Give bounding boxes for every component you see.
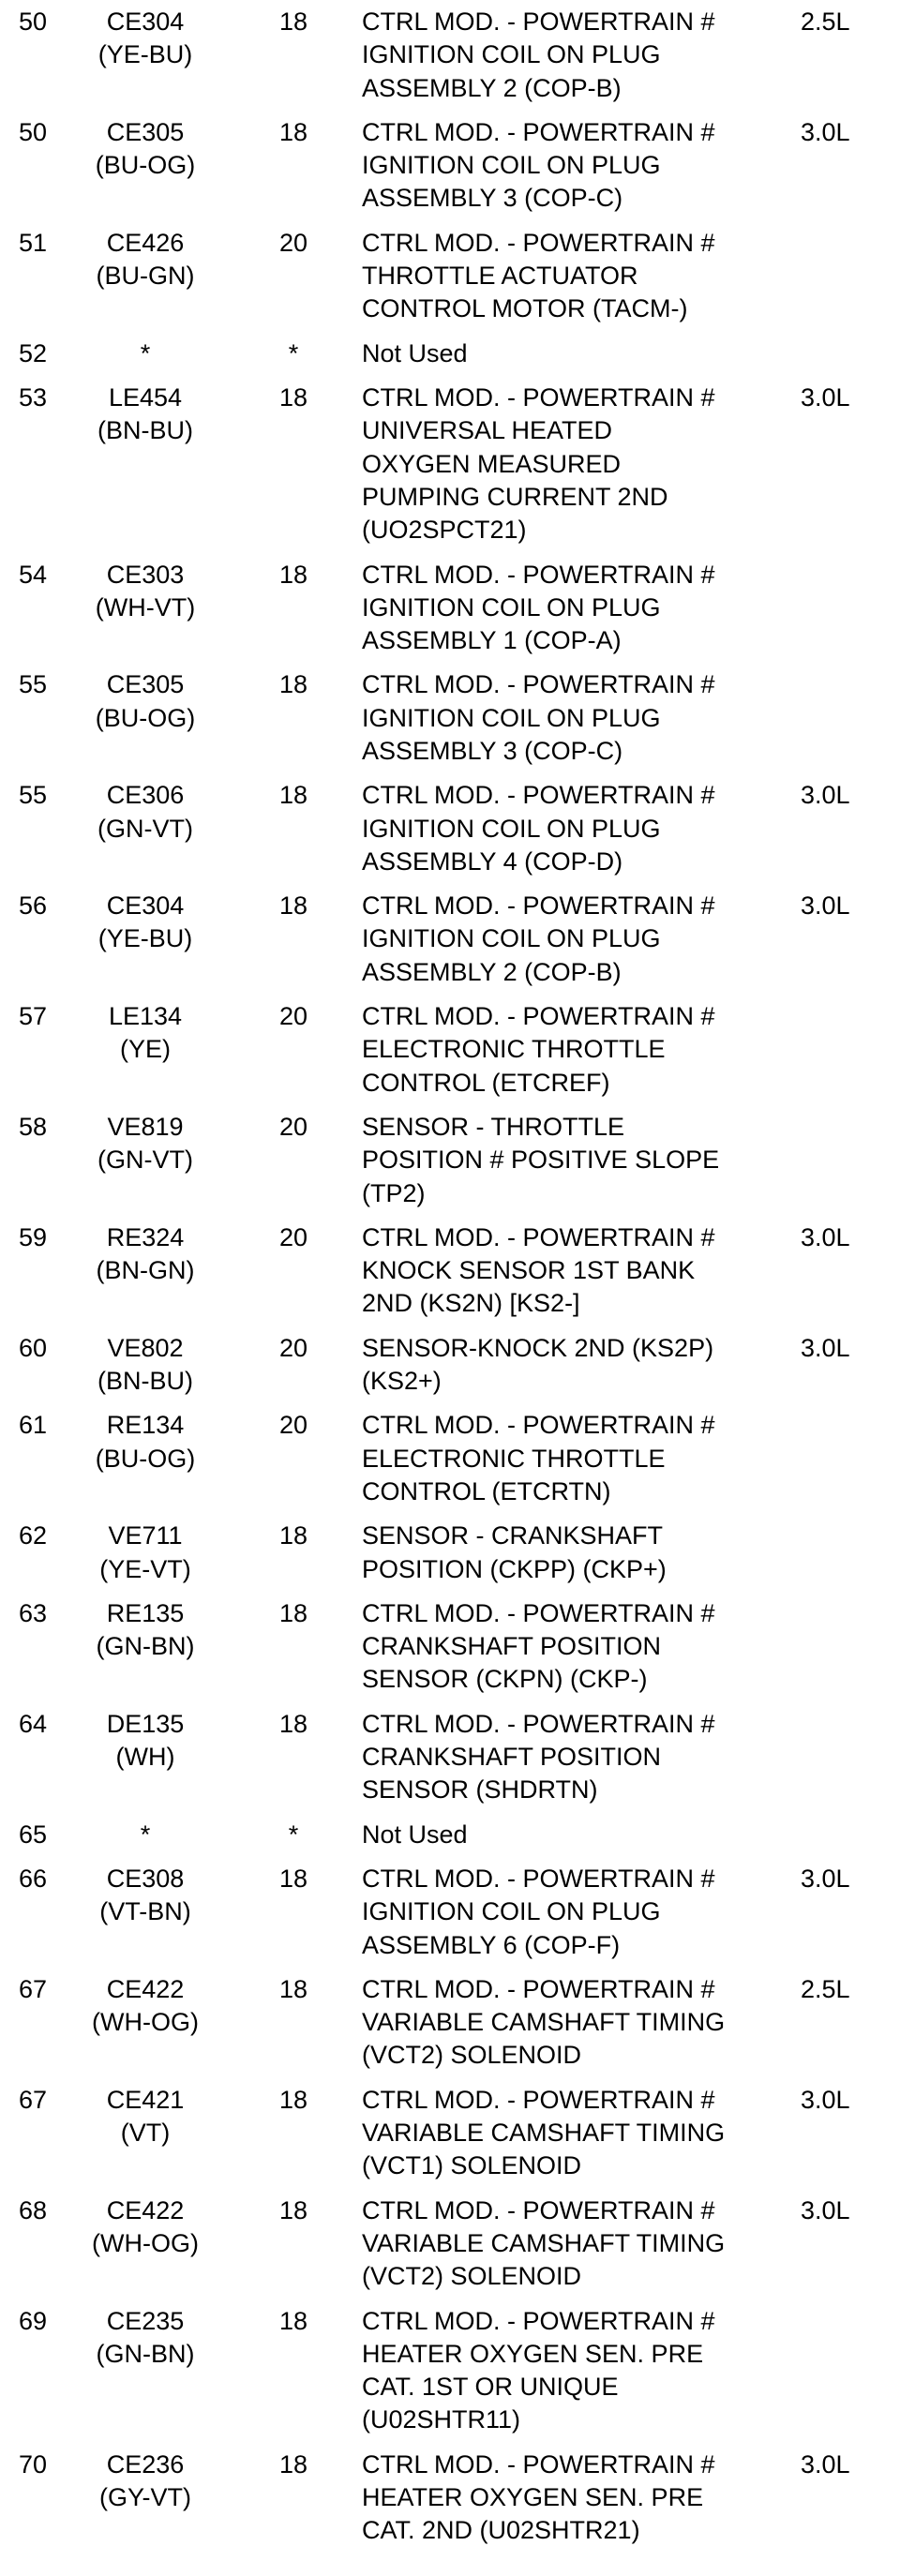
circuit-code: LE134 [108, 1002, 183, 1031]
table-row [0, 227, 900, 326]
circuit-code: VE819 [107, 1113, 184, 1141]
circuit-cell [66, 1708, 225, 1775]
pin-number: 65 [19, 1820, 48, 1849]
pin-number: 52 [19, 338, 48, 367]
circuit-cell [66, 2084, 225, 2150]
wire-color: (WH-OG) [92, 2228, 199, 2257]
wire-gauge: 20 [278, 1333, 308, 1362]
table-row [0, 1332, 900, 1399]
pin-number: 64 [19, 1709, 48, 1738]
circuit-function [362, 1597, 802, 1697]
function-line: (VCT1) SOLENOID [362, 2151, 582, 2180]
wire-gauge: 18 [278, 781, 308, 810]
circuit-code: DE135 [106, 1709, 185, 1738]
pin-number: 55 [19, 781, 48, 810]
circuit-function [362, 1819, 802, 1851]
circuit-function [362, 779, 802, 878]
circuit-cell [66, 337, 225, 370]
wire-gauge: 18 [278, 1974, 308, 2003]
circuit-code: CE305 [106, 117, 185, 146]
circuit-cell [66, 1863, 225, 1929]
table-row [0, 2194, 900, 2294]
table-row [0, 337, 900, 370]
circuit-code: RE135 [106, 1598, 185, 1627]
function-line: (VCT2) SOLENOID [362, 2262, 582, 2291]
function-line: ASSEMBLY 3 (COP-C) [362, 184, 623, 213]
circuit-cell [66, 2305, 225, 2372]
wire-color: (YE-BU) [98, 924, 193, 953]
function-line: ASSEMBLY 3 (COP-C) [362, 736, 623, 765]
pin-number: 56 [19, 891, 48, 921]
circuit-cell [66, 2449, 225, 2515]
function-line: (VCT2) SOLENOID [362, 2041, 582, 2070]
circuit-code: CE236 [106, 2449, 185, 2479]
circuit-cell [66, 1819, 225, 1851]
circuit-cell [66, 1597, 225, 1664]
wire-color: (BN-GN) [96, 1256, 195, 1285]
circuit-code: VE711 [108, 1521, 183, 1550]
table-row [0, 6, 900, 105]
function-line: SENSOR (CKPN) (CKP-) [362, 1665, 648, 1694]
pin-number: 67 [19, 1974, 48, 2003]
table-row [0, 1863, 900, 1962]
function-line: ASSEMBLY 4 (COP-D) [362, 846, 623, 876]
pin-number: 55 [19, 670, 48, 699]
circuit-function [362, 1332, 802, 1399]
table-row [0, 1409, 900, 1508]
engine-option: 2.5L [801, 1974, 850, 2003]
wire-color: (GN-BN) [96, 2339, 195, 2368]
table-row [0, 382, 900, 547]
wire-color: (YE-BU) [98, 40, 193, 69]
circuit-function [362, 2449, 802, 2548]
engine-option: 2.5L [801, 7, 850, 36]
circuit-cell [66, 1973, 225, 2040]
wire-color: (BU-OG) [95, 703, 196, 732]
wire-gauge: 18 [278, 7, 308, 36]
function-line: OXYGEN MEASURED [362, 449, 622, 478]
engine-option: 3.0L [801, 1333, 850, 1362]
function-line: CTRL MOD. - POWERTRAIN # [362, 1974, 715, 2003]
function-line: CONTROL (ETCREF) [362, 1068, 610, 1097]
wire-gauge: 20 [278, 1002, 308, 1031]
wire-color: (VT-BN) [99, 1897, 191, 1926]
circuit-function [362, 2305, 802, 2437]
table-row [0, 668, 900, 768]
circuit-cell [66, 227, 225, 293]
wire-color: (BU-OG) [95, 1444, 196, 1473]
function-line: CTRL MOD. - POWERTRAIN # [362, 2306, 715, 2335]
function-line: CTRL MOD. - POWERTRAIN # [362, 383, 715, 412]
pin-number: 68 [19, 2195, 48, 2224]
function-line: IGNITION COIL ON PLUG [362, 703, 661, 732]
function-line: ELECTRONIC THROTTLE [362, 1444, 666, 1473]
circuit-function [362, 1520, 802, 1586]
wire-color: (WH-VT) [95, 592, 196, 622]
pin-number: 58 [19, 1113, 48, 1141]
wire-color: (YE-VT) [99, 1554, 191, 1583]
pin-number: 62 [19, 1521, 48, 1550]
function-line: CRANKSHAFT POSITION [362, 1743, 662, 1772]
table-row [0, 2305, 900, 2437]
function-line: VARIABLE CAMSHAFT TIMING [362, 2008, 726, 2037]
circuit-function [362, 1708, 802, 1807]
function-line: CTRL MOD. - POWERTRAIN # [362, 1411, 715, 1440]
circuit-cell [66, 6, 225, 72]
circuit-function [362, 116, 802, 216]
function-line: CRANKSHAFT POSITION [362, 1632, 662, 1661]
pin-number: 59 [19, 1222, 48, 1251]
function-line: CTRL MOD. - POWERTRAIN # [362, 2195, 715, 2224]
function-line: 2ND (KS2N) [KS2-] [362, 1289, 580, 1318]
circuit-code: LE454 [108, 383, 183, 412]
engine-option: 3.0L [801, 117, 850, 146]
function-line: IGNITION COIL ON PLUG [362, 40, 661, 69]
function-line: CAT. 2ND (U02SHTR21) [362, 2516, 640, 2545]
function-line: CTRL MOD. - POWERTRAIN # [362, 560, 715, 589]
function-line: CTRL MOD. - POWERTRAIN # [362, 670, 715, 699]
wire-gauge: 20 [278, 1411, 308, 1440]
wire-color: (YE) [120, 1035, 171, 1064]
function-line: (KS2+) [362, 1367, 442, 1396]
circuit-function [362, 2084, 802, 2183]
pin-number: 67 [19, 2085, 48, 2114]
circuit-code: RE324 [106, 1222, 185, 1251]
function-line: CTRL MOD. - POWERTRAIN # [362, 228, 715, 257]
function-line: SENSOR - CRANKSHAFT [362, 1521, 664, 1550]
circuit-function [362, 1973, 802, 2073]
wire-gauge: 20 [278, 1222, 308, 1251]
circuit-cell [66, 1111, 225, 1177]
wire-gauge: 18 [278, 117, 308, 146]
table-row [0, 779, 900, 878]
circuit-code: CE422 [106, 1974, 185, 2003]
function-line: ELECTRONIC THROTTLE [362, 1035, 666, 1064]
function-line: IGNITION COIL ON PLUG [362, 592, 661, 622]
function-line: CAT. 1ST OR UNIQUE [362, 2373, 619, 2402]
circuit-function [362, 559, 802, 658]
pin-number: 69 [19, 2306, 48, 2335]
function-line: CTRL MOD. - POWERTRAIN # [362, 1222, 715, 1251]
table-row [0, 1819, 900, 1851]
circuit-code: CE308 [106, 1865, 185, 1893]
engine-option: 3.0L [801, 1865, 850, 1893]
circuit-cell [66, 779, 225, 846]
wire-gauge: 20 [278, 1113, 308, 1141]
wire-color: (GN-BN) [96, 1632, 195, 1661]
table-row [0, 1973, 900, 2073]
circuit-function [362, 1221, 802, 1321]
pin-number: 51 [19, 228, 48, 257]
function-line: ASSEMBLY 2 (COP-B) [362, 957, 622, 986]
wire-gauge: * [288, 338, 299, 367]
engine-option: 3.0L [801, 1222, 850, 1251]
engine-option: 3.0L [801, 2449, 850, 2479]
function-line: CONTROL MOTOR (TACM-) [362, 294, 688, 323]
circuit-function [362, 2194, 802, 2294]
function-line: POSITION (CKPP) (CKP+) [362, 1554, 667, 1583]
function-line: UNIVERSAL HEATED [362, 416, 613, 445]
engine-option: 3.0L [801, 781, 850, 810]
circuit-code: CE306 [106, 781, 185, 810]
circuit-code: CE304 [106, 891, 185, 921]
circuit-code: CE235 [106, 2306, 185, 2335]
function-line: CTRL MOD. - POWERTRAIN # [362, 2085, 715, 2114]
function-line: CTRL MOD. - POWERTRAIN # [362, 781, 715, 810]
wire-color: (VT) [120, 2119, 171, 2148]
circuit-code: * [140, 1820, 151, 1849]
function-line: SENSOR (SHDRTN) [362, 1775, 598, 1805]
circuit-function [362, 668, 802, 768]
wire-color: (BN-BU) [98, 1367, 193, 1396]
wire-color: (GN-VT) [98, 814, 193, 843]
circuit-cell [66, 116, 225, 183]
circuit-code: RE134 [106, 1411, 185, 1440]
function-line: IGNITION COIL ON PLUG [362, 1897, 661, 1926]
circuit-function [362, 1409, 802, 1508]
circuit-code: VE802 [107, 1333, 184, 1362]
circuit-code: * [140, 338, 151, 367]
wire-color: (WH) [115, 1743, 175, 1772]
table-row [0, 1221, 900, 1321]
wire-gauge: 18 [278, 383, 308, 412]
function-line: Not Used [362, 338, 468, 367]
engine-option: 3.0L [801, 2195, 850, 2224]
circuit-cell [66, 1221, 225, 1288]
circuit-cell [66, 559, 225, 625]
circuit-cell [66, 1332, 225, 1399]
table-row [0, 1000, 900, 1100]
circuit-function [362, 1000, 802, 1100]
function-line: CTRL MOD. - POWERTRAIN # [362, 117, 715, 146]
wire-gauge: 18 [278, 670, 308, 699]
circuit-code: CE304 [106, 7, 185, 36]
pin-number: 54 [19, 560, 48, 589]
circuit-function [362, 890, 802, 989]
wire-gauge: 20 [278, 228, 308, 257]
function-line: VARIABLE CAMSHAFT TIMING [362, 2119, 726, 2148]
circuit-cell [66, 2194, 225, 2261]
pin-number: 50 [19, 7, 48, 36]
circuit-function [362, 1111, 802, 1210]
circuit-function [362, 337, 802, 370]
function-line: CTRL MOD. - POWERTRAIN # [362, 891, 715, 921]
wire-gauge: 18 [278, 1709, 308, 1738]
wire-color: (BU-GN) [96, 262, 195, 291]
wire-color: (WH-OG) [92, 2008, 199, 2037]
circuit-function [362, 227, 802, 326]
pin-number: 70 [19, 2449, 48, 2479]
wire-color: (BU-OG) [95, 151, 196, 180]
function-line: THROTTLE ACTUATOR [362, 262, 638, 291]
circuit-cell [66, 890, 225, 956]
function-line: CTRL MOD. - POWERTRAIN # [362, 1865, 715, 1893]
wire-gauge: 18 [278, 1521, 308, 1550]
function-line: IGNITION COIL ON PLUG [362, 814, 661, 843]
circuit-cell [66, 382, 225, 448]
circuit-code: CE303 [106, 560, 185, 589]
wire-gauge: 18 [278, 891, 308, 921]
circuit-function [362, 1863, 802, 1962]
circuit-cell [66, 1520, 225, 1586]
table-row [0, 116, 900, 216]
engine-option: 3.0L [801, 2085, 850, 2114]
wire-color: (GY-VT) [98, 2483, 191, 2512]
circuit-code: CE422 [106, 2195, 185, 2224]
function-line: (TP2) [362, 1178, 426, 1207]
table-row [0, 2084, 900, 2183]
table-row [0, 1520, 900, 1586]
table-row [0, 559, 900, 658]
function-line: (UO2SPCT21) [362, 516, 527, 545]
function-line: SENSOR - THROTTLE [362, 1113, 625, 1141]
wire-gauge: 18 [278, 2085, 308, 2114]
pin-number: 60 [19, 1333, 48, 1362]
wire-gauge: 18 [278, 2449, 308, 2479]
pin-number: 50 [19, 117, 48, 146]
wire-gauge: 18 [278, 2306, 308, 2335]
pin-number: 57 [19, 1002, 48, 1031]
function-line: KNOCK SENSOR 1ST BANK [362, 1256, 696, 1285]
circuit-code: CE426 [106, 228, 185, 257]
function-line: CTRL MOD. - POWERTRAIN # [362, 1709, 715, 1738]
pin-number: 63 [19, 1598, 48, 1627]
function-line: Not Used [362, 1820, 468, 1849]
function-line: PUMPING CURRENT 2ND [362, 482, 668, 511]
wire-color: (GN-VT) [98, 1146, 193, 1175]
function-line: HEATER OXYGEN SEN. PRE [362, 2483, 704, 2512]
circuit-function [362, 6, 802, 105]
function-line: ASSEMBLY 6 (COP-F) [362, 1930, 621, 1959]
table-row [0, 1708, 900, 1807]
wire-gauge: * [288, 1820, 299, 1849]
wire-gauge: 18 [278, 1598, 308, 1627]
function-line: IGNITION COIL ON PLUG [362, 151, 661, 180]
table-row [0, 1597, 900, 1697]
function-line: ASSEMBLY 1 (COP-A) [362, 626, 622, 655]
function-line: ASSEMBLY 2 (COP-B) [362, 73, 622, 102]
pin-number: 66 [19, 1865, 48, 1893]
function-line: CTRL MOD. - POWERTRAIN # [362, 1002, 715, 1031]
wire-gauge: 18 [278, 560, 308, 589]
table-row [0, 890, 900, 989]
engine-option: 3.0L [801, 383, 850, 412]
pin-number: 61 [19, 1411, 48, 1440]
circuit-cell [66, 1409, 225, 1475]
table-row [0, 1111, 900, 1210]
engine-option: 3.0L [801, 891, 850, 921]
circuit-cell [66, 1000, 225, 1067]
function-line: CTRL MOD. - POWERTRAIN # [362, 2449, 715, 2479]
function-line: (U02SHTR11) [362, 2405, 521, 2434]
circuit-function [362, 382, 802, 547]
function-line: SENSOR-KNOCK 2ND (KS2P) [362, 1333, 714, 1362]
function-line: CTRL MOD. - POWERTRAIN # [362, 1598, 715, 1627]
function-line: VARIABLE CAMSHAFT TIMING [362, 2228, 726, 2257]
circuit-code: CE305 [106, 670, 185, 699]
pin-number: 53 [19, 383, 48, 412]
function-line: CONTROL (ETCRTN) [362, 1476, 611, 1505]
function-line: POSITION # POSITIVE SLOPE [362, 1146, 720, 1175]
table-row [0, 2449, 900, 2548]
circuit-cell [66, 668, 225, 735]
wire-gauge: 18 [278, 1865, 308, 1893]
function-line: HEATER OXYGEN SEN. PRE [362, 2339, 704, 2368]
circuit-code: CE421 [106, 2085, 185, 2114]
function-line: CTRL MOD. - POWERTRAIN # [362, 7, 715, 36]
function-line: IGNITION COIL ON PLUG [362, 924, 661, 953]
wire-gauge: 18 [278, 2195, 308, 2224]
wire-color: (BN-BU) [98, 416, 193, 445]
